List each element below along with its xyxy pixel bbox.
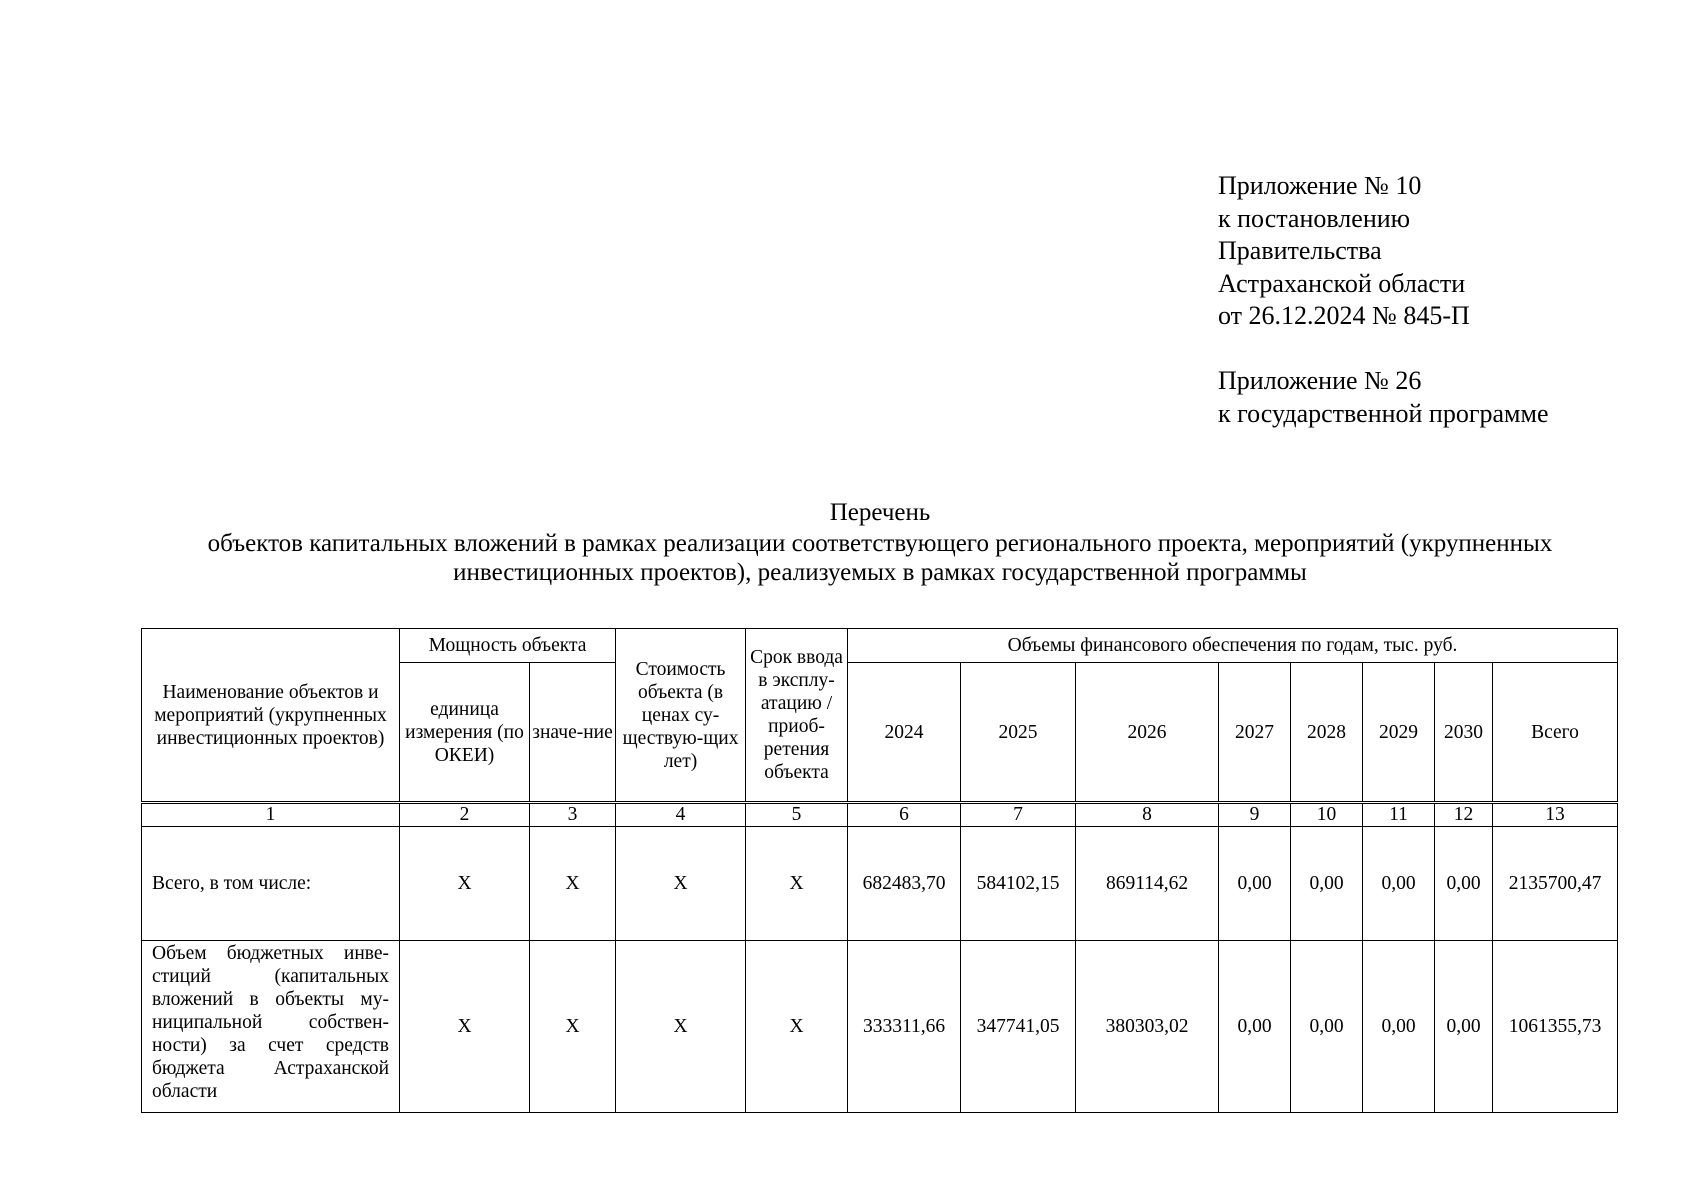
table-cell: 0,00 — [1363, 941, 1435, 1113]
appendix-line: к государственной программе — [1218, 398, 1549, 428]
header-capacity: Мощность объекта — [400, 629, 616, 663]
table-cell: Х — [400, 827, 530, 941]
column-number: 11 — [1363, 804, 1435, 827]
title-line: инвестиционных проектов), реализуемых в рамках государственной программы — [453, 559, 1307, 586]
table-cell: Х — [746, 827, 848, 941]
header-year-2024: 2024 — [848, 663, 961, 802]
table-cell: Х — [616, 941, 746, 1113]
table-cell: 333311,66 — [848, 941, 961, 1113]
table-cell: Х — [530, 827, 616, 941]
table-cell: Х — [746, 941, 848, 1113]
appendix-spacer — [1218, 333, 1549, 366]
title-line: объектов капитальных вложений в рамках реализации соответствующего регионального проекта, мероприятий (укрупненных — [207, 530, 1553, 557]
table-cell: 0,00 — [1219, 827, 1291, 941]
table-cell: 380303,02 — [1076, 941, 1219, 1113]
table-cell: 0,00 — [1435, 941, 1493, 1113]
column-number: 13 — [1493, 804, 1618, 827]
row-name: Объем бюджетных инве-стиций (капитальных вложений в объекты му-ниципальной собствен-ности) за счет средств бюджета Астраханской области — [142, 941, 400, 1113]
column-number: 1 — [142, 804, 400, 827]
header-year-2025: 2025 — [961, 663, 1076, 802]
header-term: Срок ввода в эксплу-атацию / приоб-ретения объекта — [746, 629, 848, 802]
appendix-line: Правительства — [1218, 236, 1382, 265]
column-number: 8 — [1076, 804, 1219, 827]
header-year-2026: 2026 — [1076, 663, 1219, 802]
title-line: Перечень — [829, 499, 931, 526]
column-number: 6 — [848, 804, 961, 827]
column-number: 5 — [746, 804, 848, 827]
column-number: 3 — [530, 804, 616, 827]
table-cell: 2135700,47 — [1493, 827, 1618, 941]
column-number: 9 — [1219, 804, 1291, 827]
header-year-2030: 2030 — [1435, 663, 1493, 802]
table-cell: 682483,70 — [848, 827, 961, 941]
header-cost: Стоимость объекта (в ценах су-ществую-щих лет) — [616, 629, 746, 802]
table-cell: Х — [616, 827, 746, 941]
header-funding: Объемы финансового обеспечения по годам, тыс. руб. — [848, 629, 1618, 663]
row-name: Всего, в том числе: — [142, 827, 400, 941]
header-row-top — [142, 629, 1618, 663]
table-row — [142, 827, 1618, 941]
table-cell: 347741,05 — [961, 941, 1076, 1113]
table-cell: 0,00 — [1291, 941, 1363, 1113]
appendix-line: Приложение № 10 — [1218, 171, 1422, 200]
header-unit: единица измерения (по ОКЕИ) — [400, 663, 530, 802]
column-number: 2 — [400, 804, 530, 827]
table-cell: 869114,62 — [1076, 827, 1219, 941]
appendix-line: Астраханской области — [1218, 268, 1466, 298]
table-row — [142, 941, 1618, 1113]
header-name: Наименование объектов и мероприятий (укрупненных инвестиционных проектов) — [142, 629, 400, 802]
header-total: Всего — [1493, 663, 1618, 802]
table-cell: 0,00 — [1219, 941, 1291, 1113]
header-year-2027: 2027 — [1219, 663, 1291, 802]
column-number: 10 — [1291, 804, 1363, 827]
column-number-row — [142, 804, 1618, 827]
table-cell: 0,00 — [1291, 827, 1363, 941]
appendix-line: Приложение № 26 — [1218, 366, 1422, 395]
header-value: значе-ние — [530, 663, 616, 802]
header-year-2029: 2029 — [1363, 663, 1435, 802]
appendix-block — [1218, 170, 1549, 430]
table-cell: 0,00 — [1435, 827, 1493, 941]
table-cell: 584102,15 — [961, 827, 1076, 941]
appendix-line: к постановлению — [1218, 203, 1411, 233]
table-cell: 0,00 — [1363, 827, 1435, 941]
table-cell: Х — [400, 941, 530, 1113]
document-title — [100, 498, 1660, 587]
appendix-line: от 26.12.2024 № 845-П — [1218, 301, 1470, 330]
table-cell: 1061355,73 — [1493, 941, 1618, 1113]
column-number: 12 — [1435, 804, 1493, 827]
table-cell: Х — [530, 941, 616, 1113]
header-year-2028: 2028 — [1291, 663, 1363, 802]
capital-investments-table — [141, 628, 1618, 1113]
column-number: 4 — [616, 804, 746, 827]
column-number: 7 — [961, 804, 1076, 827]
